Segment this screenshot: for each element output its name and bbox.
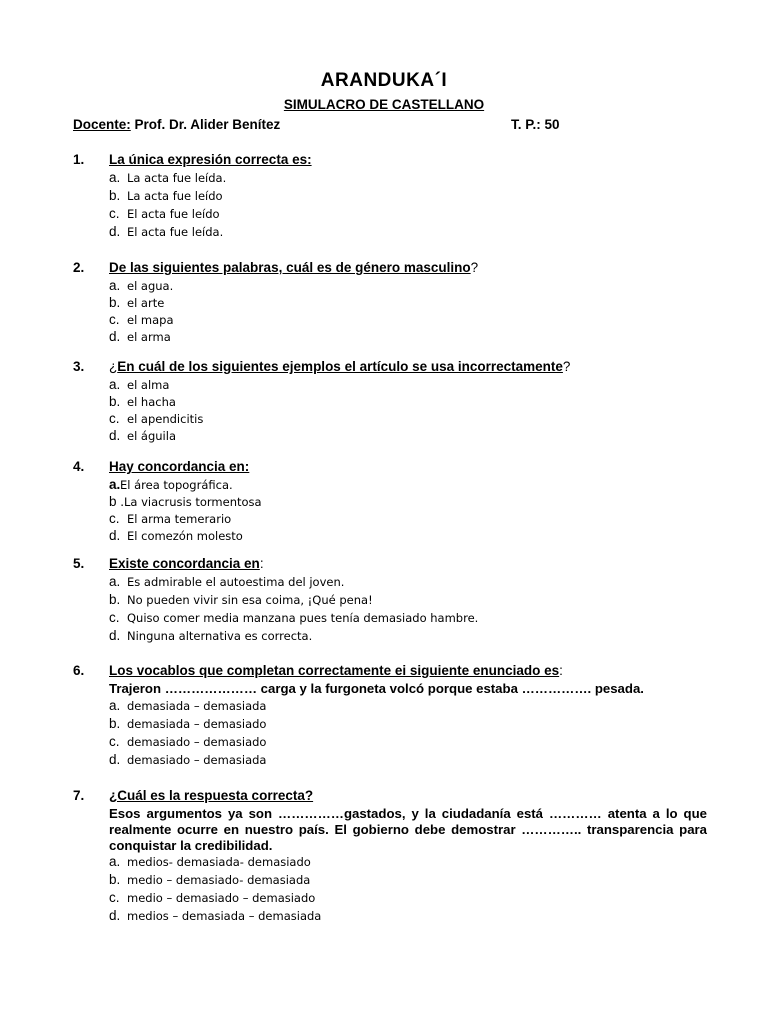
document-title: ARANDUKA´I	[320, 70, 448, 91]
question-number: 1.	[73, 152, 85, 167]
option-b: b. el hacha	[109, 394, 176, 409]
option-a: a. demasiada – demasiada	[109, 698, 267, 713]
teacher-label: Docente:	[73, 117, 131, 132]
option-a: a. medios- demasiada- demasiado	[109, 854, 311, 869]
question-text: La única expresión correcta es:	[109, 152, 312, 167]
teacher-line	[73, 117, 693, 132]
option-c: c. Quiso comer media manzana pues tenía demasiado hambre.	[109, 610, 479, 625]
question-number: 4.	[73, 459, 85, 474]
question-7	[73, 788, 713, 926]
option-d: d. El acta fue leída.	[109, 224, 224, 239]
option-b: b .La viacrusis tormentosa	[109, 494, 262, 509]
question-1	[73, 152, 713, 242]
option-d: d. el arma	[109, 329, 171, 344]
option-a: a.El área topográfica.	[109, 477, 233, 492]
option-a: a. el alma	[109, 377, 170, 392]
question-stem: Esos argumentos ya son ……………gastados, y la ciudadanía está ………… atenta a lo que realmente ocurre en nuestro país. El gobierno debe demostrar ………….. transparencia para conquistar la credibilidad.	[109, 806, 707, 853]
option-c: c. El arma temerario	[109, 511, 232, 526]
option-d: d. demasiado – demasiada	[109, 752, 267, 767]
option-b: b. No pueden vivir sin esa coima, ¡Qué pena!	[109, 592, 373, 607]
question-text: De las siguientes palabras, cuál es de género masculino?	[109, 260, 479, 275]
option-d: d. Ninguna alternativa es correcta.	[109, 628, 313, 643]
option-a: a. La acta fue leída.	[109, 170, 227, 185]
question-text: ¿Cuál es la respuesta correcta?	[109, 788, 314, 803]
question-text: Existe concordancia en:	[109, 556, 264, 571]
question-2	[73, 260, 713, 346]
option-c: c. demasiado – demasiado	[109, 734, 267, 749]
total-points: T. P.: 50	[511, 117, 560, 132]
question-text: Los vocablos que completan correctamente ei siguiente enunciado es:	[109, 663, 563, 678]
option-b: b. La acta fue leído	[109, 188, 223, 203]
question-4	[73, 459, 713, 545]
question-number: 7.	[73, 788, 85, 803]
option-c: c. el apendicitis	[109, 411, 204, 426]
question-text: ¿En cuál de los siguientes ejemplos el artículo se usa incorrectamente?	[109, 359, 571, 374]
option-c: c. medio – demasiado – demasiado	[109, 890, 316, 905]
option-b: b. demasiada – demasiado	[109, 716, 267, 731]
teacher-name: Prof. Dr. Alider Benítez	[130, 117, 281, 132]
question-stem: Trajeron ………………… carga y la furgoneta volcó porque estaba ……………. pesada.	[109, 681, 644, 696]
question-3	[73, 359, 713, 445]
question-text: Hay concordancia en:	[109, 459, 250, 474]
question-number: 2.	[73, 260, 85, 275]
document-subtitle: SIMULACRO DE CASTELLANO	[283, 97, 485, 112]
option-c: c. El acta fue leído	[109, 206, 220, 221]
option-c: c. el mapa	[109, 312, 174, 327]
question-number: 3.	[73, 359, 85, 374]
question-number: 5.	[73, 556, 85, 571]
option-b: b. medio – demasiado- demasiada	[109, 872, 311, 887]
question-number: 6.	[73, 663, 85, 678]
option-a: a. el agua.	[109, 278, 174, 293]
option-a: a. Es admirable el autoestima del joven.	[109, 574, 345, 589]
option-d: d. medios – demasiada – demasiada	[109, 908, 322, 923]
option-d: d. El comezón molesto	[109, 528, 243, 543]
question-6	[73, 663, 713, 770]
option-b: b. el arte	[109, 295, 165, 310]
question-5	[73, 556, 713, 646]
option-d: d. el águila	[109, 428, 176, 443]
